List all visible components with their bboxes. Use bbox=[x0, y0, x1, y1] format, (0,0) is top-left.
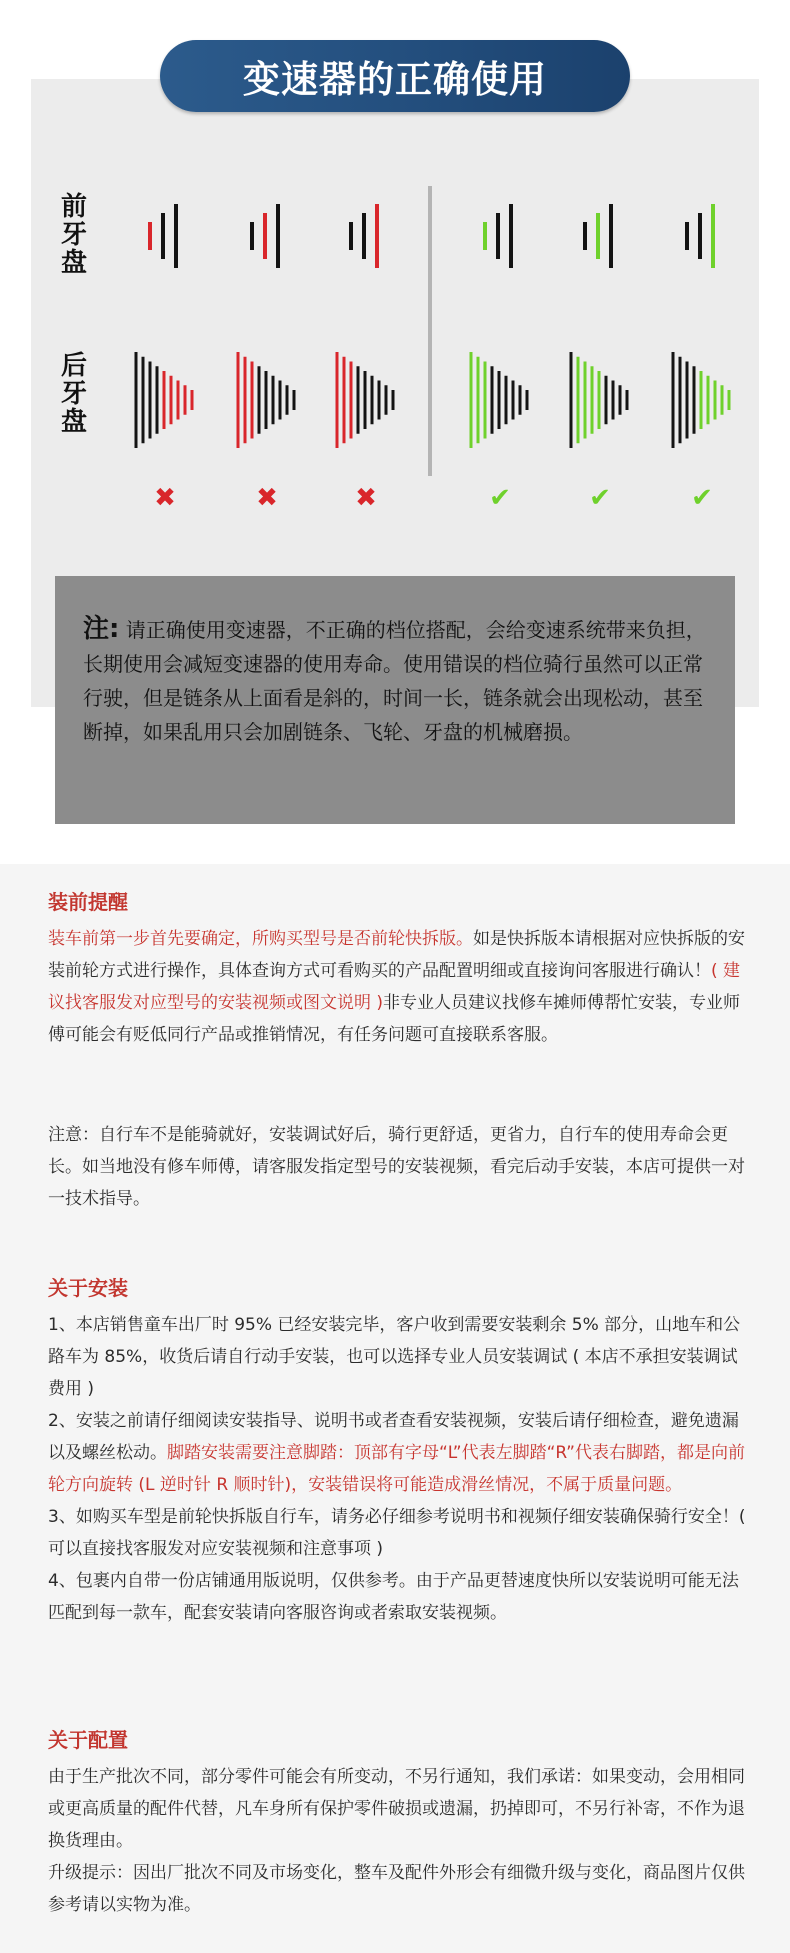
pre-install-text-b: 非专业人员建议找修车摊师傅帮忙安装，专业师傅可能会有贬低同行产品或推销情况，有任务问题可直接联系客服。 bbox=[48, 993, 741, 1045]
cross-icon: ✖ bbox=[355, 483, 377, 513]
note-box bbox=[55, 576, 735, 824]
install-item-4: 4、包裹内自带一份店铺通用版说明，仅供参考。由于产品更替速度快所以安装说明可能无法匹配到每一款车，配套安装请向客服咨询或者索取安装视频。 bbox=[48, 1571, 739, 1623]
config-title: 关于配置 bbox=[48, 1728, 128, 1752]
note-text: 请正确使用变速器，不正确的档位搭配，会给变速系统带来负担，长期使用会减短变速器的使用寿命。使用错误的档位骑行虽然可以正常行驶，但是链条从上面看是斜的，时间一长，链条就会出现松动，甚至断掉，如果乱用只会加剧链条、飞轮、牙盘的机械磨损。 bbox=[83, 618, 706, 744]
install-item-2 bbox=[48, 1405, 754, 1501]
install-item-2-text: 2、安装之前请仔细阅读安装指导、说明书或者查看安装视频，安装后请仔细检查，避免遗漏以及螺丝松动。 bbox=[48, 1411, 739, 1463]
install-list bbox=[48, 1309, 754, 1629]
pre-install-paragraph-1 bbox=[48, 923, 754, 1051]
config-text bbox=[48, 1761, 754, 1921]
pre-install-suggestion: ( 建议找客服发对应型号的安装视频或图文说明 ) bbox=[48, 961, 741, 1013]
check-icon: ✔ bbox=[691, 483, 713, 513]
cross-icon: ✖ bbox=[154, 483, 176, 513]
page-title: 变速器的正确使用 bbox=[160, 40, 630, 112]
gear-combinations-diagram bbox=[0, 0, 790, 560]
install-item-3: 3、如购买车型是前轮快拆版自行车，请务必仔细参考说明书和视频仔细安装确保骑行安全！( 可以直接找客服发对应安装视频和注意事项 ) bbox=[48, 1507, 746, 1559]
check-icon: ✔ bbox=[589, 483, 611, 513]
config-paragraph-2: 升级提示：因出厂批次不同及市场变化，整车及配件外形会有细微升级与变化，商品图片仅供参考请以实物为准。 bbox=[48, 1863, 745, 1915]
pre-install-text-a: 如是快拆版本请根据对应快拆版的安装前轮方式进行操作，具体查询方式可看购买的产品配置明细或直接询问客服进行确认！ bbox=[48, 929, 745, 981]
pre-install-title: 装前提醒 bbox=[48, 890, 128, 914]
install-item-1: 1、本店销售童车出厂时 95% 已经安装完毕，客户收到需要安装剩余 5% 部分，山地车和公路车为 85%，收货后请自行动手安装，也可以选择专业人员安装调试 ( 本店不承担安装调试费用 ) bbox=[48, 1315, 741, 1399]
info-section bbox=[0, 864, 790, 1953]
cross-icon: ✖ bbox=[256, 483, 278, 513]
rear-cassette-label: 后牙盘 bbox=[60, 351, 87, 437]
pedal-warning: 脚踏安装需要注意脚踏：顶部有字母“L”代表左脚踏“R”代表右脚踏，都是向前轮方向旋转 (L 逆时针 R 顺时针)，安装错误将可能造成滑丝情况，不属于质量问题。 bbox=[48, 1443, 745, 1495]
note-label: 注: bbox=[83, 614, 120, 644]
front-chainring-label: 前牙盘 bbox=[60, 192, 87, 278]
config-paragraph-1: 由于生产批次不同，部分零件可能会有所变动，不另行通知，我们承诺：如果变动，会用相同或更高质量的配件代替，凡车身所有保护零件破损或遗漏，扔掉即可，不另行补寄，不作为退换货理由。 bbox=[48, 1767, 745, 1851]
pre-install-warning: 装车前第一步首先要确定，所购买型号是否前轮快拆版。 bbox=[48, 929, 473, 949]
pre-install-paragraph-2: 注意：自行车不是能骑就好，安装调试好后，骑行更舒适，更省力，自行车的使用寿命会更长。如当地没有修车师傅，请客服发指定型号的安装视频，看完后动手安装，本店可提供一对一技术指导。 bbox=[48, 1125, 745, 1209]
check-icon: ✔ bbox=[489, 483, 511, 513]
install-title: 关于安装 bbox=[48, 1276, 128, 1300]
